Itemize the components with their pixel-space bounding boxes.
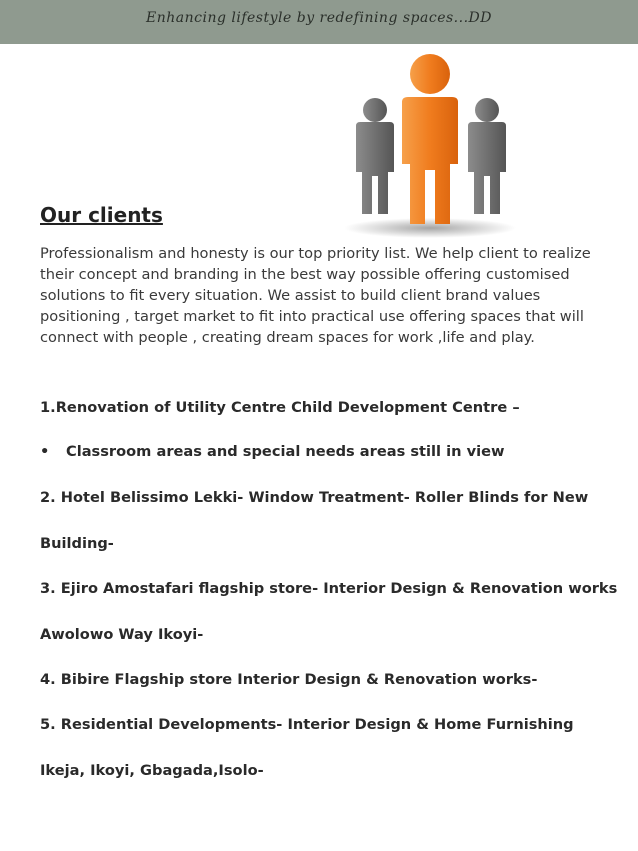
tagline: Enhancing lifestyle by redefining spaces...DD xyxy=(146,10,492,26)
project-2-line-1: 2. Hotel Belissimo Lekki- Window Treatment- Roller Blinds for New xyxy=(40,489,589,506)
project-5-line-1: 5. Residential Developments- Interior Design & Home Furnishing xyxy=(40,716,574,733)
project-1-bullet xyxy=(40,443,504,460)
project-3-line-1: 3. Ejiro Amostafari flagship store- Interior Design & Renovation works xyxy=(40,580,618,597)
project-1-bullet-text: Classroom areas and special needs areas still in view xyxy=(66,443,505,460)
project-3-line-2: Awolowo Way Ikoyi- xyxy=(40,626,204,643)
bullet-icon: • xyxy=(40,443,50,460)
project-2-line-2: Building- xyxy=(40,535,114,552)
project-1: 1.Renovation of Utility Centre Child Development Centre – xyxy=(40,399,520,416)
section-title: Our clients xyxy=(40,203,163,227)
project-5-line-2: Ikeja, Ikoyi, Gbagada,Isolo- xyxy=(40,762,264,779)
header-banner xyxy=(0,0,638,44)
project-4: 4. Bibire Flagship store Interior Design & Renovation works- xyxy=(40,671,538,688)
people-team-icon xyxy=(338,52,522,238)
intro-paragraph: Professionalism and honesty is our top priority list. We help client to realize their concept and branding in the best way possible offering customised solutions to fit every situation. We assist to build client brand values positioning , target market to fit into practical use offering spaces that will connect with people , creating dream spaces for work ,life and play. xyxy=(40,245,591,346)
